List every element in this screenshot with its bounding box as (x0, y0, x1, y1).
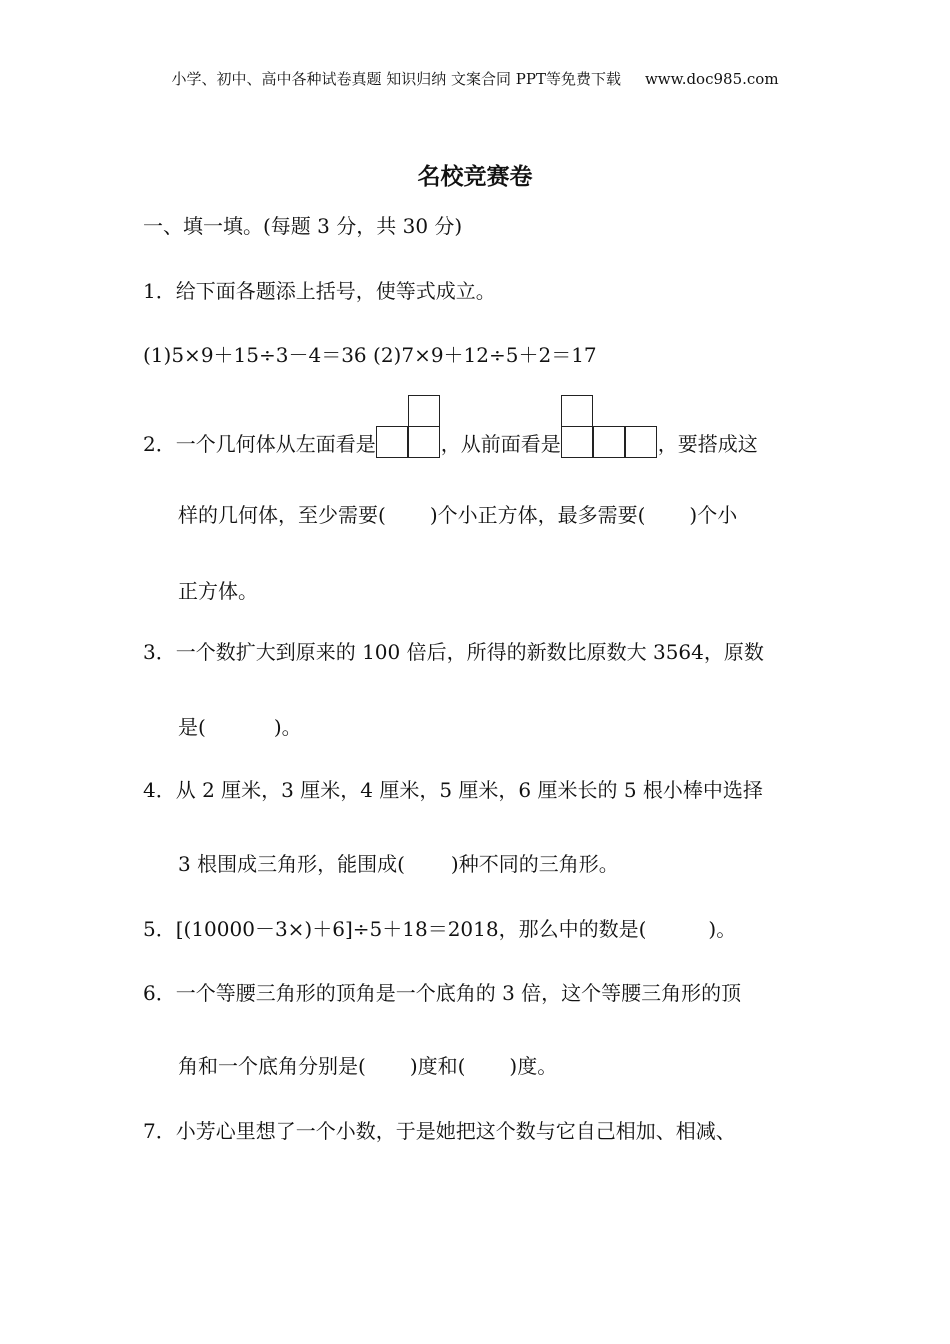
equation-2: (2)7×9＋12÷5＋2＝17 (373, 343, 597, 367)
question-2-line-3: 正方体。 (178, 579, 258, 603)
page-title: 名校竞赛卷 (417, 164, 533, 190)
question-2-text-c: ，要搭成这 (657, 432, 758, 456)
question-4-text-b: )种不同的三角形。 (450, 852, 619, 876)
question-6-text-b: )度和( (409, 1054, 466, 1078)
question-1-equations (143, 340, 597, 370)
left-view-figure (376, 428, 441, 458)
front-view-cell (625, 426, 657, 458)
question-3-line-1: 3．一个数扩大到原来的 100 倍后，所得的新数比原数大 3564，原数 (143, 640, 764, 664)
front-view-figure (561, 428, 658, 458)
question-6-text-c: )度。 (509, 1054, 558, 1078)
section-heading: 一、填一填。(每题 3 分，共 30 分) (143, 214, 463, 238)
question-6-line-2 (178, 1051, 557, 1081)
header-url: www.doc985.com (644, 70, 779, 88)
question-2-text-a: 2．一个几何体从左面看是 (143, 432, 376, 456)
question-2-line-2 (178, 500, 737, 530)
left-view-cell (408, 395, 440, 427)
left-view-cell (376, 426, 408, 458)
question-6-line-1: 6．一个等腰三角形的顶角是一个底角的 3 倍，这个等腰三角形的顶 (143, 981, 742, 1005)
question-2-text-b: ，从前面看是 (440, 432, 561, 456)
question-3-text-a: 是( (178, 715, 206, 739)
question-4-line-1: 4．从 2 厘米，3 厘米，4 厘米，5 厘米，6 厘米长的 5 根小棒中选择 (143, 778, 763, 802)
question-7-line-1: 7．小芳心里想了一个小数，于是她把这个数与它自己相加、相减、 (143, 1119, 736, 1143)
header-text: 小学、初中、高中各种试卷真题 知识归纳 文案合同 PPT等免费下载 (171, 70, 621, 88)
question-2-text-e: )个小正方体，最多需要( (429, 503, 646, 527)
question-5 (143, 914, 736, 944)
question-5-text-a: 5．[(10000－3×)＋6]÷5＋18＝2018，那么中的数是( (143, 917, 647, 941)
front-view-cell (561, 426, 593, 458)
question-2-text-f: )个小 (689, 503, 738, 527)
equation-1: (1)5×9＋15÷3－4＝36 (143, 343, 367, 367)
page-header (0, 68, 950, 90)
question-2-text-d: 样的几何体，至少需要( (178, 503, 386, 527)
question-3-text-b: )。 (273, 715, 302, 739)
question-4-text-a: 3 根围成三角形，能围成( (178, 852, 405, 876)
front-view-cell (593, 426, 625, 458)
question-4-line-2 (178, 849, 619, 879)
front-view-cell (561, 395, 593, 427)
question-2-line-1 (143, 428, 758, 459)
question-1: 1．给下面各题添上括号，使等式成立。 (143, 279, 496, 303)
question-6-text-a: 角和一个底角分别是( (178, 1054, 366, 1078)
question-5-text-b: )。 (708, 917, 737, 941)
question-3-line-2 (178, 712, 302, 742)
left-view-cell (408, 426, 440, 458)
